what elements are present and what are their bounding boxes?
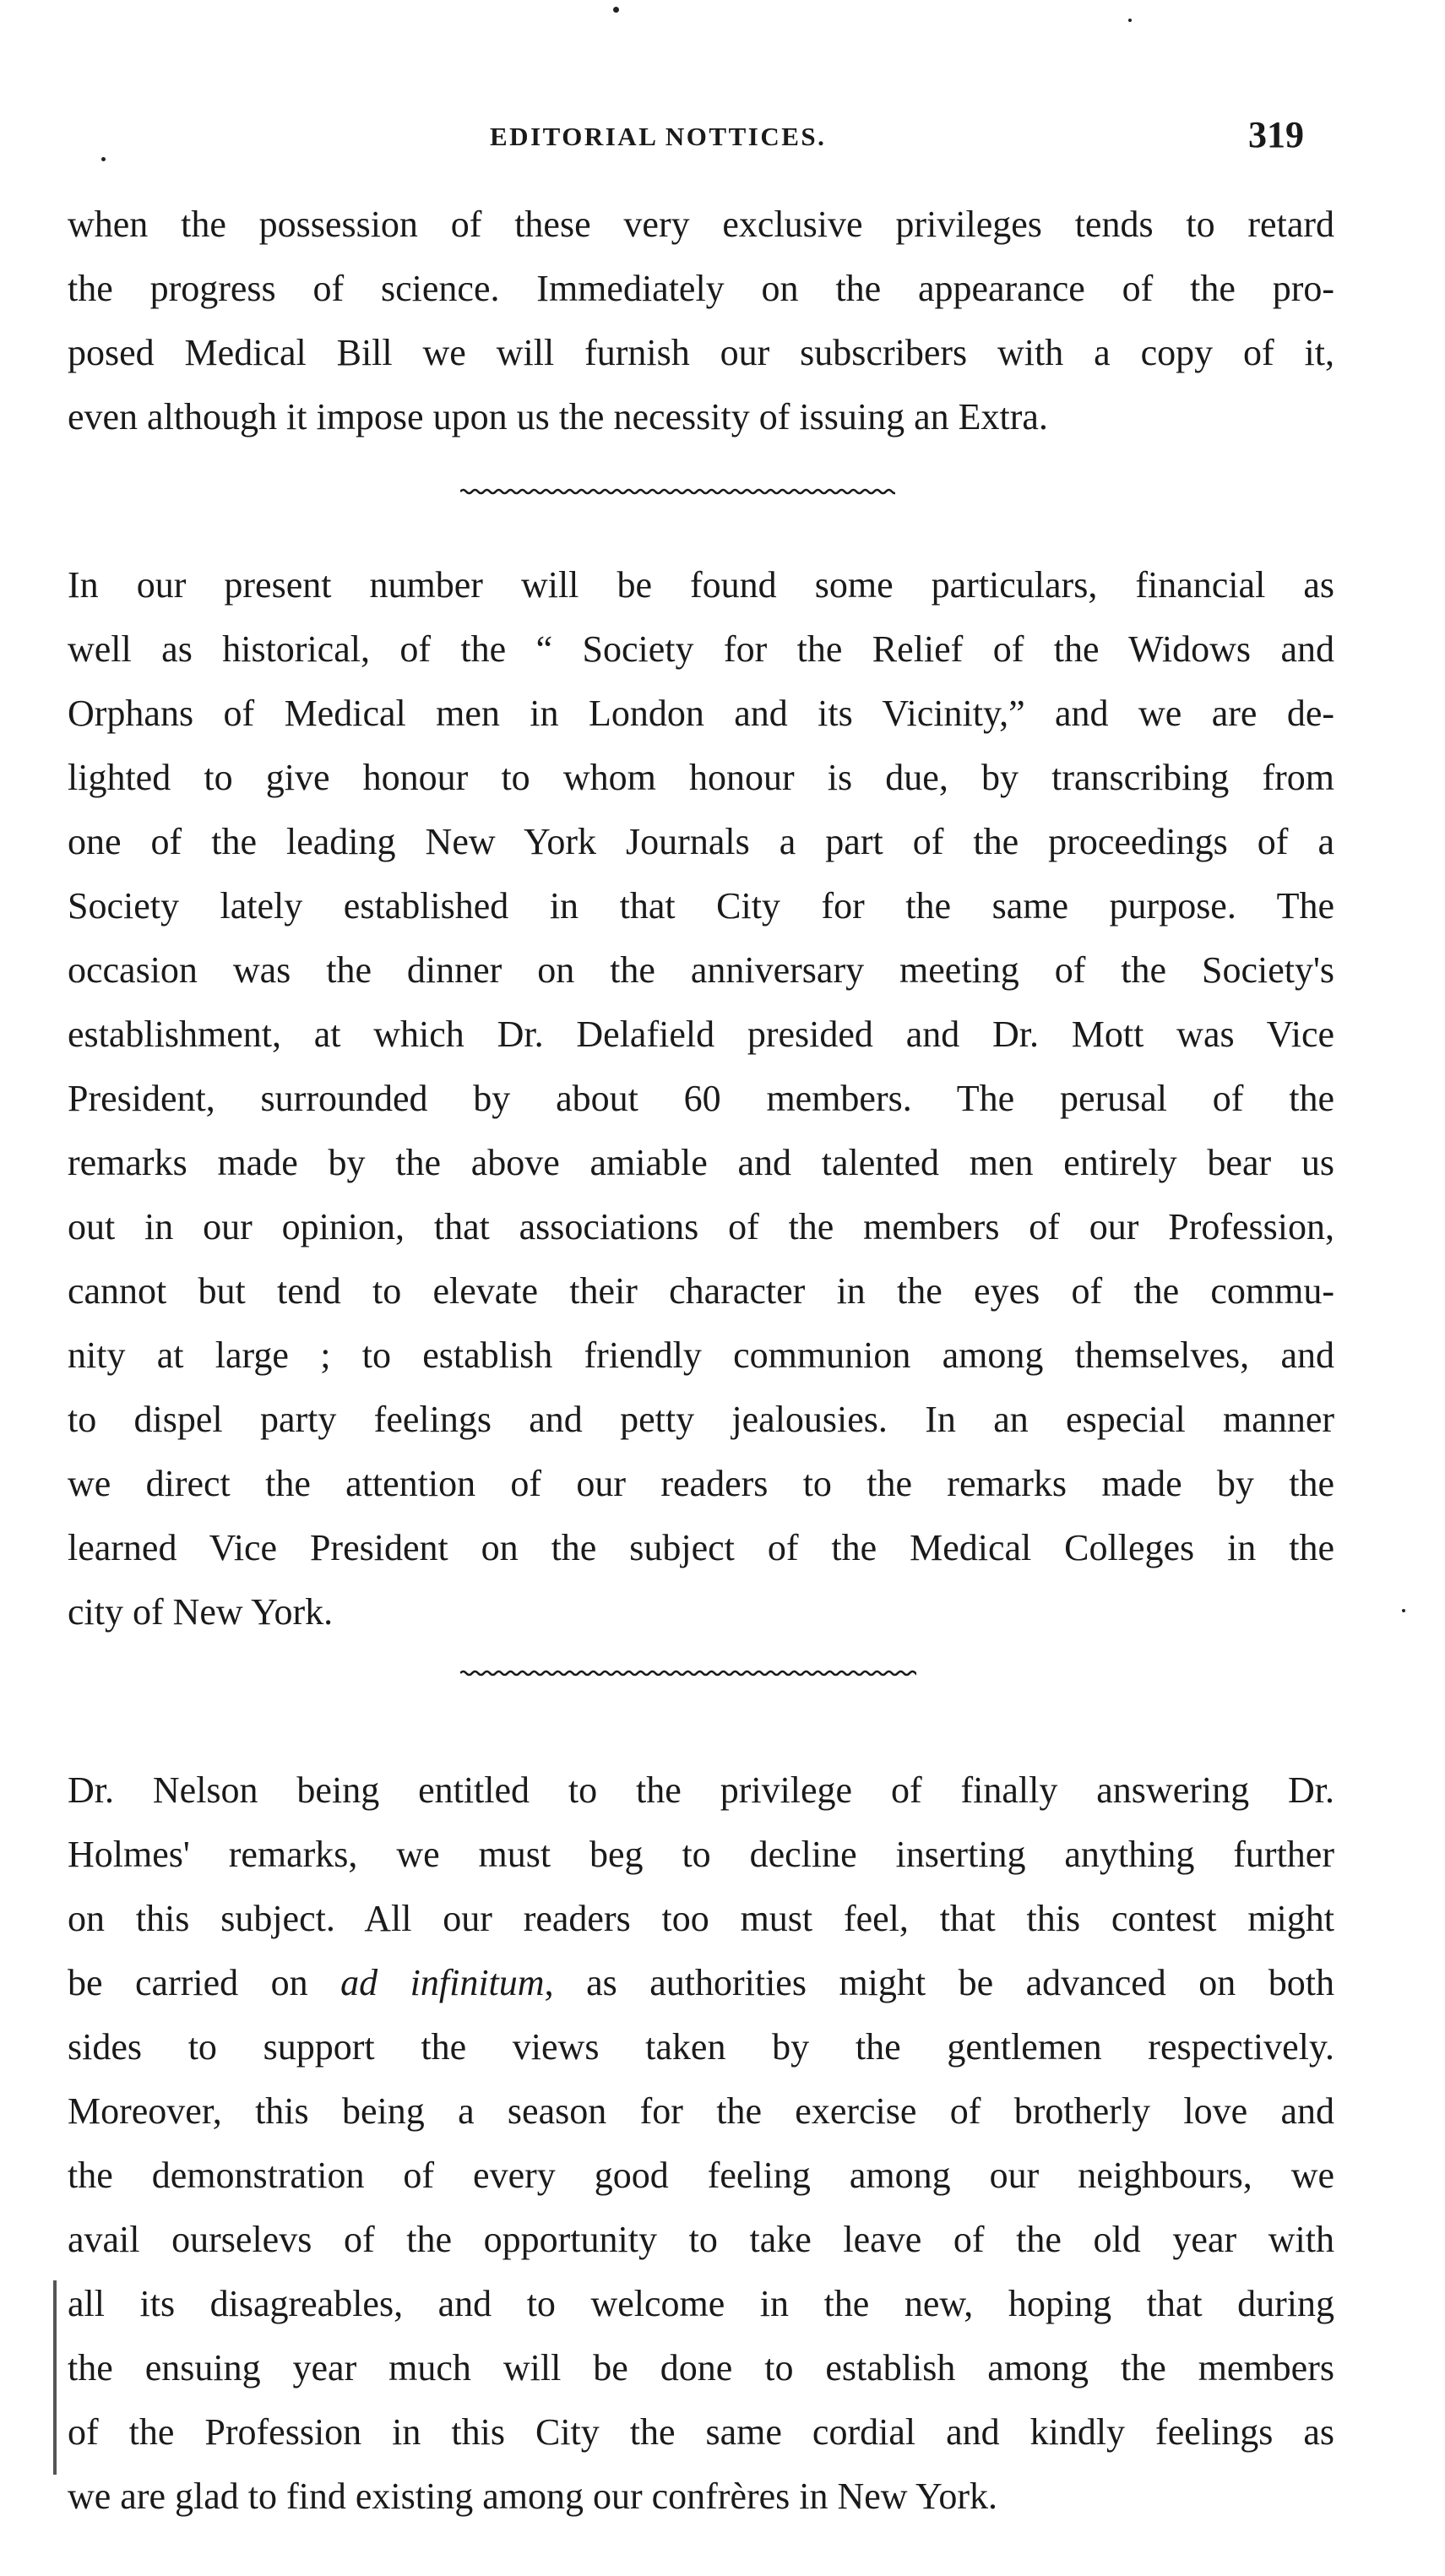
text-line: In our present number will be found some particulars, financial as (68, 564, 1334, 606)
page-header (0, 114, 1445, 167)
text-line: lighted to give honour to whom honour is due, by transcribing from (68, 757, 1334, 798)
text-line: the progress of science. Immediately on the appearance of the pro- (68, 268, 1334, 309)
text-line: posed Medical Bill we will furnish our subscribers with a copy of it, (68, 332, 1334, 373)
margin-scan-mark (53, 2280, 57, 2475)
text-line: Moreover, this being a season for the exercise of brotherly love and (68, 2090, 1334, 2132)
text-line: sides to support the views taken by the gentlemen respectively. (68, 2026, 1334, 2068)
text-line: Society lately established in that City for the same purpose. The (68, 885, 1334, 927)
text-line: the demonstration of every good feeling among our neighbours, we (68, 2155, 1334, 2196)
text-line: city of New York. (68, 1591, 334, 1633)
text-line: Dr. Nelson being entitled to the privilege of finally answering Dr. (68, 1769, 1334, 1811)
text-line: Orphans of Medical men in London and its Vicinity,” and we are de- (68, 693, 1334, 734)
section-divider (460, 1668, 916, 1678)
text-line: avail ourselevs of the opportunity to take leave of the old year with (68, 2219, 1334, 2260)
text-line: on this subject. All our readers too must feel, that this contest might (68, 1898, 1334, 1939)
section-divider (460, 486, 895, 497)
text-line: cannot but tend to elevate their character in the eyes of the commu- (68, 1270, 1334, 1312)
text-line: learned Vice President on the subject of the Medical Colleges in the (68, 1527, 1334, 1568)
text-line: the ensuing year much will be done to establish among the members (68, 2347, 1334, 2389)
text-line: we direct the attention of our readers to the remarks made by the (68, 1463, 1334, 1504)
text-line: remarks made by the above amiable and talented men entirely bear us (68, 1142, 1334, 1183)
text-line: Holmes' remarks, we must beg to decline inserting anything further (68, 1834, 1334, 1875)
text-line: occasion was the dinner on the anniversary meeting of the Society's (68, 949, 1334, 991)
scan-speck (613, 7, 619, 13)
text-line: we are glad to find existing among our confrères in New York. (68, 2475, 997, 2517)
running-head: EDITORIAL NOTTICES. (490, 122, 827, 151)
page-number: 319 (1248, 114, 1304, 155)
text-line: even although it impose upon us the necessity of issuing an Extra. (68, 396, 1048, 437)
scan-speck (1128, 19, 1132, 22)
scan-speck (1402, 1609, 1405, 1612)
text-line: when the possession of these very exclusive privileges tends to retard (68, 204, 1334, 245)
scan-speck (101, 157, 106, 161)
text-line: be carried on ad infinitum, as authorities might be advanced on both (68, 1962, 1334, 2003)
text-line: President, surrounded by about 60 members. The perusal of the (68, 1078, 1334, 1119)
text-line: to dispel party feelings and petty jealousies. In an especial manner (68, 1399, 1334, 1440)
text-line: of the Profession in this City the same cordial and kindly feelings as (68, 2411, 1334, 2453)
paragraph-1 (68, 193, 1334, 449)
text-line: nity at large ; to establish friendly communion among themselves, and (68, 1334, 1334, 1376)
text-line: well as historical, of the “ Society for the Relief of the Widows and (68, 628, 1334, 670)
text-line: out in our opinion, that associations of the members of our Profession, (68, 1206, 1334, 1247)
italic-phrase: ad infinitum (340, 1962, 545, 2003)
paragraph-2 (68, 553, 1334, 1644)
text-line: establishment, at which Dr. Delafield presided and Dr. Mott was Vice (68, 1014, 1334, 1055)
paragraph-3 (68, 1758, 1334, 2529)
text-line: all its disagreables, and to welcome in the new, hoping that during (68, 2283, 1334, 2324)
text-line: one of the leading New York Journals a part of the proceedings of a (68, 821, 1334, 862)
